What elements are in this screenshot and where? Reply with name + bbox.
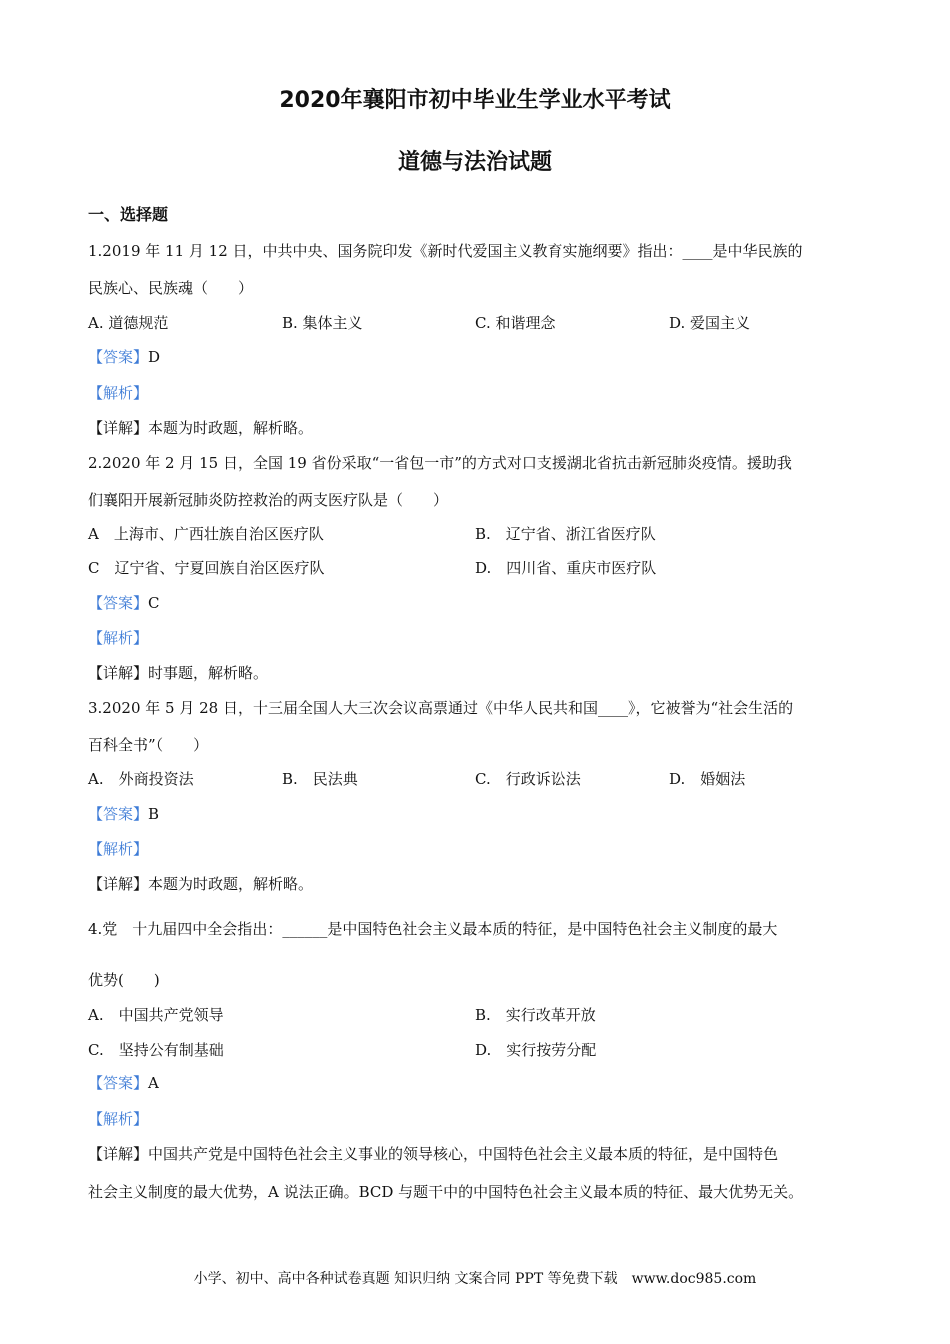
q1-stem-line2: 民族心、民族魂（ ） bbox=[88, 279, 254, 297]
q2-detail bbox=[88, 662, 268, 684]
q4-option-d: D. 实行按劳分配 bbox=[475, 1041, 597, 1059]
answer-value: C bbox=[148, 594, 160, 612]
q3-stem-line1: 3.2020 年 5 月 28 日，十三届全国人大三次会议高票通过《中华人民共和国____》，它被誉为“社会生活的 bbox=[88, 699, 794, 717]
q4-detail-line1 bbox=[88, 1143, 778, 1165]
detail-text: 本题为时政题，解析略。 bbox=[148, 875, 314, 893]
q3-detail bbox=[88, 873, 313, 895]
q1-analysis-label: 【解析】 bbox=[88, 384, 149, 402]
answer-value: A bbox=[148, 1074, 159, 1092]
q3-option-a: A. 外商投资法 bbox=[88, 770, 194, 788]
q3-option-d: D. 婚姻法 bbox=[669, 770, 746, 788]
q1-option-c: C. 和谐理念 bbox=[475, 314, 556, 332]
q2-option-b: B. 辽宁省、浙江省医疗队 bbox=[475, 525, 656, 543]
q2-analysis-label: 【解析】 bbox=[88, 629, 149, 647]
answer-label: 【答案】 bbox=[88, 805, 149, 823]
answer-label: 【答案】 bbox=[88, 1074, 149, 1092]
q2-option-d: D. 四川省、重庆市医疗队 bbox=[475, 559, 657, 577]
q1-stem-line1: 1.2019 年 11 月 12 日，中共中央、国务院印发《新时代爱国主义教育实施纲要》指出：____是中华民族的 bbox=[88, 242, 803, 260]
q3-option-c: C. 行政诉讼法 bbox=[475, 770, 581, 788]
q1-answer bbox=[88, 346, 160, 368]
q1-option-d: D. 爱国主义 bbox=[669, 314, 751, 332]
q4-stem-line1: 4.党 十九届四中全会指出：______是中国特色社会主义最本质的特征，是中国特色社会主义制度的最大 bbox=[88, 920, 778, 938]
page-footer: 小学、初中、高中各种试卷真题 知识归纳 文案合同 PPT 等免费下载 www.doc985.com bbox=[193, 1271, 757, 1287]
exam-subtitle: 道德与法治试题 bbox=[397, 150, 552, 175]
detail-label: 【详解】 bbox=[88, 419, 149, 437]
q2-stem-line1: 2.2020 年 2 月 15 日，全国 19 省份采取“一省包一市”的方式对口支援湖北省抗击新冠肺炎疫情。援助我 bbox=[88, 454, 792, 472]
detail-text: 时事题，解析略。 bbox=[148, 664, 269, 682]
q4-analysis-label: 【解析】 bbox=[88, 1110, 149, 1128]
section-heading: 一、选择题 bbox=[88, 205, 169, 224]
q3-answer bbox=[88, 803, 159, 825]
q1-option-b: B. 集体主义 bbox=[282, 314, 363, 332]
q4-answer bbox=[88, 1072, 159, 1094]
q2-option-c: C 辽宁省、宁夏回族自治区医疗队 bbox=[88, 559, 325, 577]
detail-label: 【详解】 bbox=[88, 875, 149, 893]
q1-detail bbox=[88, 417, 313, 439]
answer-value: D bbox=[148, 348, 161, 366]
q2-answer bbox=[88, 592, 160, 614]
q4-option-a: A. 中国共产党领导 bbox=[88, 1006, 224, 1024]
q2-stem-line2: 们襄阳开展新冠肺炎防控救治的两支医疗队是（ ） bbox=[88, 491, 449, 509]
q4-stem-line2: 优势( ) bbox=[88, 971, 160, 989]
q4-option-c: C. 坚持公有制基础 bbox=[88, 1041, 224, 1059]
q3-option-b: B. 民法典 bbox=[282, 770, 358, 788]
q3-analysis-label: 【解析】 bbox=[88, 840, 149, 858]
detail-text: 本题为时政题，解析略。 bbox=[148, 419, 314, 437]
answer-label: 【答案】 bbox=[88, 348, 149, 366]
detail-label: 【详解】 bbox=[88, 664, 149, 682]
detail-text: 中国共产党是中国特色社会主义事业的领导核心，中国特色社会主义最本质的特征，是中国特色 bbox=[148, 1145, 779, 1163]
detail-label: 【详解】 bbox=[88, 1145, 149, 1163]
answer-label: 【答案】 bbox=[88, 594, 149, 612]
q2-option-a: A 上海市、广西壮族自治区医疗队 bbox=[88, 525, 324, 543]
answer-value: B bbox=[148, 805, 160, 823]
q1-option-a: A. 道德规范 bbox=[88, 314, 169, 332]
q3-stem-line2: 百科全书”（ ） bbox=[88, 736, 209, 754]
q4-option-b: B. 实行改革开放 bbox=[475, 1006, 596, 1024]
q4-detail-line2: 社会主义制度的最大优势，A 说法正确。BCD 与题干中的中国特色社会主义最本质的特征、最大优势无关。 bbox=[88, 1183, 804, 1201]
exam-title: 2020年襄阳市初中毕业生学业水平考试 bbox=[279, 88, 671, 113]
